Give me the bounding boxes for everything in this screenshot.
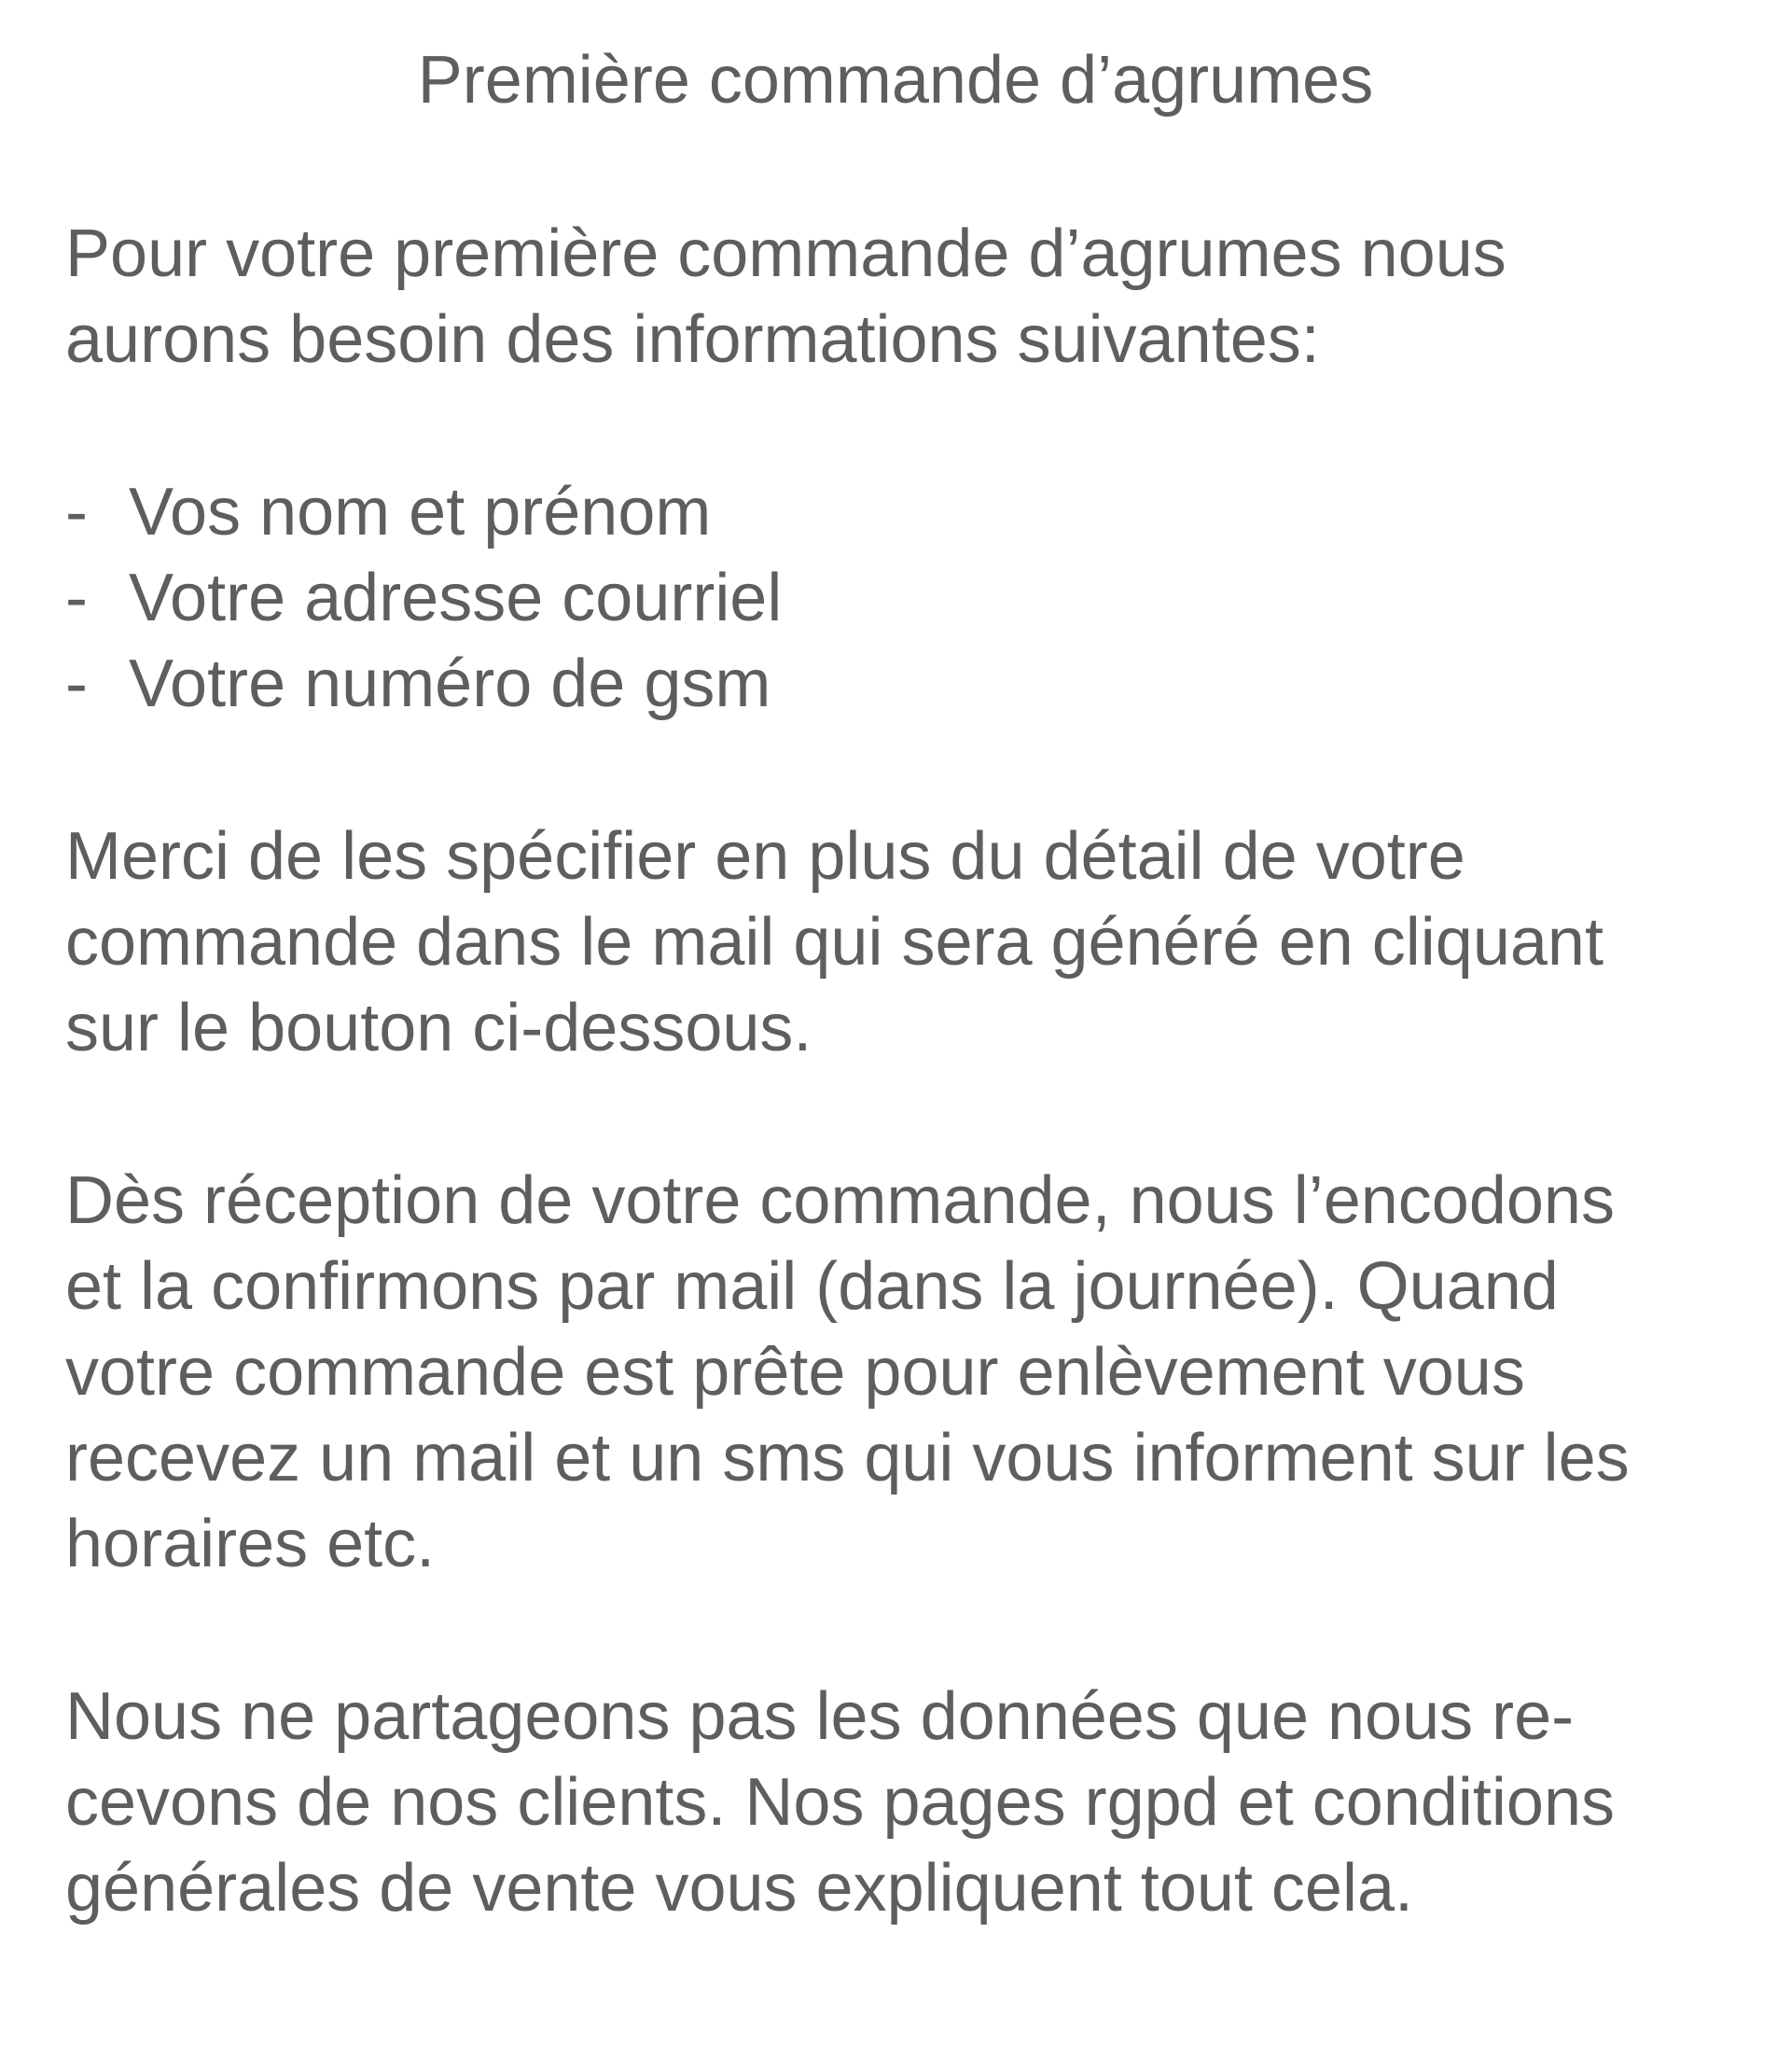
paragraph2-line-3: sur le bouton ci-dessous. <box>65 991 812 1065</box>
paragraph4-line-2: cevons de nos clients. Nos pages rgpd et conditions <box>65 1765 1615 1840</box>
list-item-label: Vos nom et prénom <box>129 475 712 549</box>
paragraph4-line-3: générales de vente vous expliquent tout cela. <box>65 1851 1413 1926</box>
paragraph3-line-1: Dès réception de votre commande, nous l’encodons <box>65 1163 1615 1238</box>
paragraph2-line-1: Merci de les spécifier en plus du détail de votre <box>65 819 1465 894</box>
paragraph3-line-4: recevez un mail et un sms qui vous informent sur les <box>65 1421 1630 1495</box>
page-title: Première commande d’agrumes <box>417 43 1374 118</box>
list-dash: - <box>65 561 88 635</box>
list-dash: - <box>65 647 88 721</box>
intro-line-1: Pour votre première commande d’agrumes nous <box>65 216 1506 291</box>
paragraph3-line-3: votre commande est prête pour enlèvement vous <box>65 1335 1525 1410</box>
list-item-gsm <box>65 641 771 727</box>
list-item-label: Votre adresse courriel <box>129 561 783 635</box>
paragraph3-line-2: et la confirmons par mail (dans la journée). Quand <box>65 1249 1559 1324</box>
paragraph2-line-2: commande dans le mail qui sera généré en cliquant <box>65 905 1604 980</box>
paragraph4-line-1: Nous ne partageons pas les données que nous re- <box>65 1679 1575 1754</box>
list-item-email <box>65 555 782 641</box>
list-dash: - <box>65 475 88 549</box>
list-item-name <box>65 469 711 555</box>
paragraph3-line-5: horaires etc. <box>65 1507 436 1581</box>
intro-line-2: aurons besoin des informations suivantes: <box>65 302 1320 377</box>
list-item-label: Votre numéro de gsm <box>129 647 771 721</box>
